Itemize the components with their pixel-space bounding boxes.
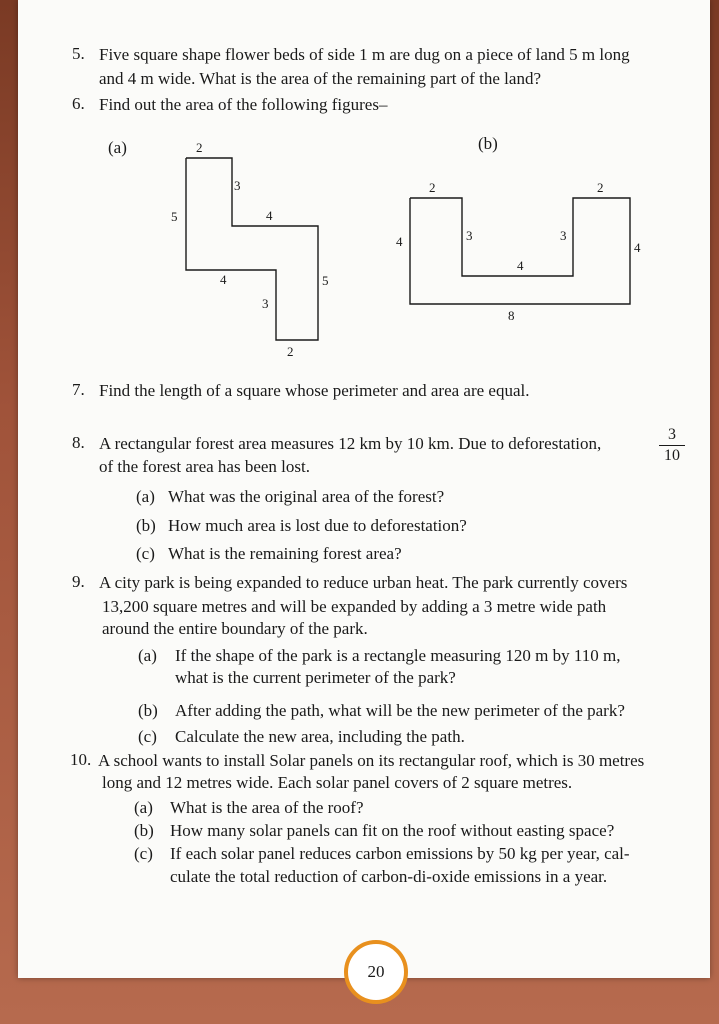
- q10b-text: How many solar panels can fit on the roof without easting space?: [170, 821, 615, 840]
- figure-b: [383, 170, 653, 330]
- q8-line2: of the forest area has been lost.: [99, 457, 310, 476]
- page-number: 20: [367, 962, 385, 981]
- q8-number: 8.: [72, 433, 85, 452]
- q10a-label: (a): [134, 798, 153, 817]
- q9-line1: A city park is being expanded to reduce urban heat. The park currently covers: [99, 573, 628, 592]
- fig-a-dim-left-inner: 3: [234, 178, 241, 193]
- q8-fraction-numerator: 3: [668, 426, 676, 443]
- q9c-text: Calculate the new area, including the path.: [175, 727, 465, 746]
- q10a-text: What is the area of the roof?: [170, 798, 364, 817]
- q8-fraction-denominator: 10: [664, 447, 680, 464]
- figure-b-label: (b): [478, 134, 498, 153]
- q10c-line1: If each solar panel reduces carbon emissions by 50 kg per year, cal-: [170, 844, 630, 863]
- page-number-badge: [344, 940, 408, 1004]
- fig-b-dim-top-left: 2: [429, 180, 436, 195]
- q8a-text: What was the original area of the forest?: [168, 487, 445, 506]
- q8c-label: (c): [136, 544, 155, 563]
- q6-text: Find out the area of the following figures–: [99, 95, 388, 114]
- fig-b-dim-top-right: 2: [597, 180, 604, 195]
- q9a-line2: what is the current perimeter of the park?: [175, 668, 456, 687]
- q10c-line2: culate the total reduction of carbon-di-oxide emissions in a year.: [170, 867, 608, 886]
- fig-b-dim-inner-bottom: 4: [517, 258, 524, 273]
- q8-fraction: [659, 426, 685, 465]
- textbook-page: [18, 0, 710, 978]
- q8-line1: A rectangular forest area measures 12 km by 10 km. Due to deforestation,: [99, 434, 602, 453]
- q10-line2: long and 12 metres wide. Each solar panel covers of 2 square metres.: [102, 773, 573, 792]
- figure-b-shape: [410, 198, 630, 304]
- fraction-bar: [659, 445, 685, 446]
- q9b-text: After adding the path, what will be the new perimeter of the park?: [175, 701, 625, 720]
- fig-b-dim-left: 4: [396, 234, 403, 249]
- fig-b-dim-right: 4: [634, 240, 641, 255]
- fig-b-dim-inner-right: 3: [560, 228, 567, 243]
- q10b-label: (b): [134, 821, 154, 840]
- q8c-text: What is the remaining forest area?: [168, 544, 402, 563]
- q9-line2: 13,200 square metres and will be expanded by adding a 3 metre wide path: [102, 597, 607, 616]
- q9c-label: (c): [138, 727, 157, 746]
- fig-a-dim-bottom-left: 4: [220, 272, 227, 287]
- figure-a-label: (a): [108, 138, 127, 157]
- q5-number: 5.: [72, 44, 85, 63]
- figure-a-shape: [186, 158, 318, 340]
- q9b-label: (b): [138, 701, 158, 720]
- q5-line2: and 4 m wide. What is the area of the remaining part of the land?: [99, 69, 541, 88]
- q7-number: 7.: [72, 380, 85, 399]
- fig-a-dim-left: 5: [171, 209, 178, 224]
- q10-number: 10.: [70, 750, 92, 769]
- q5-line1: Five square shape flower beds of side 1 m are dug on a piece of land 5 m long: [99, 45, 630, 64]
- q8b-label: (b): [136, 516, 156, 535]
- figure-a: [158, 140, 358, 365]
- q9-number: 9.: [72, 572, 85, 591]
- q8b-text: How much area is lost due to deforestation?: [168, 516, 467, 535]
- q9-line3: around the entire boundary of the park.: [102, 619, 368, 638]
- q8a-label: (a): [136, 487, 155, 506]
- fig-b-dim-bottom: 8: [508, 308, 515, 323]
- q10c-label: (c): [134, 844, 153, 863]
- q10-line1: A school wants to install Solar panels on its rectangular roof, which is 30 metres: [98, 751, 645, 770]
- q6-number: 6.: [72, 94, 85, 113]
- q9a-label: (a): [138, 646, 157, 665]
- q9a-line1: If the shape of the park is a rectangle measuring 120 m by 110 m,: [175, 646, 621, 665]
- fig-b-dim-inner-left: 3: [466, 228, 473, 243]
- fig-a-dim-inner-vertical: 3: [262, 296, 269, 311]
- q7-text: Find the length of a square whose perimeter and area are equal.: [99, 381, 530, 400]
- fig-a-dim-right: 5: [322, 273, 329, 288]
- fig-a-dim-top: 2: [196, 140, 203, 155]
- fig-a-dim-bottom: 2: [287, 344, 294, 359]
- fig-a-dim-mid: 4: [266, 208, 273, 223]
